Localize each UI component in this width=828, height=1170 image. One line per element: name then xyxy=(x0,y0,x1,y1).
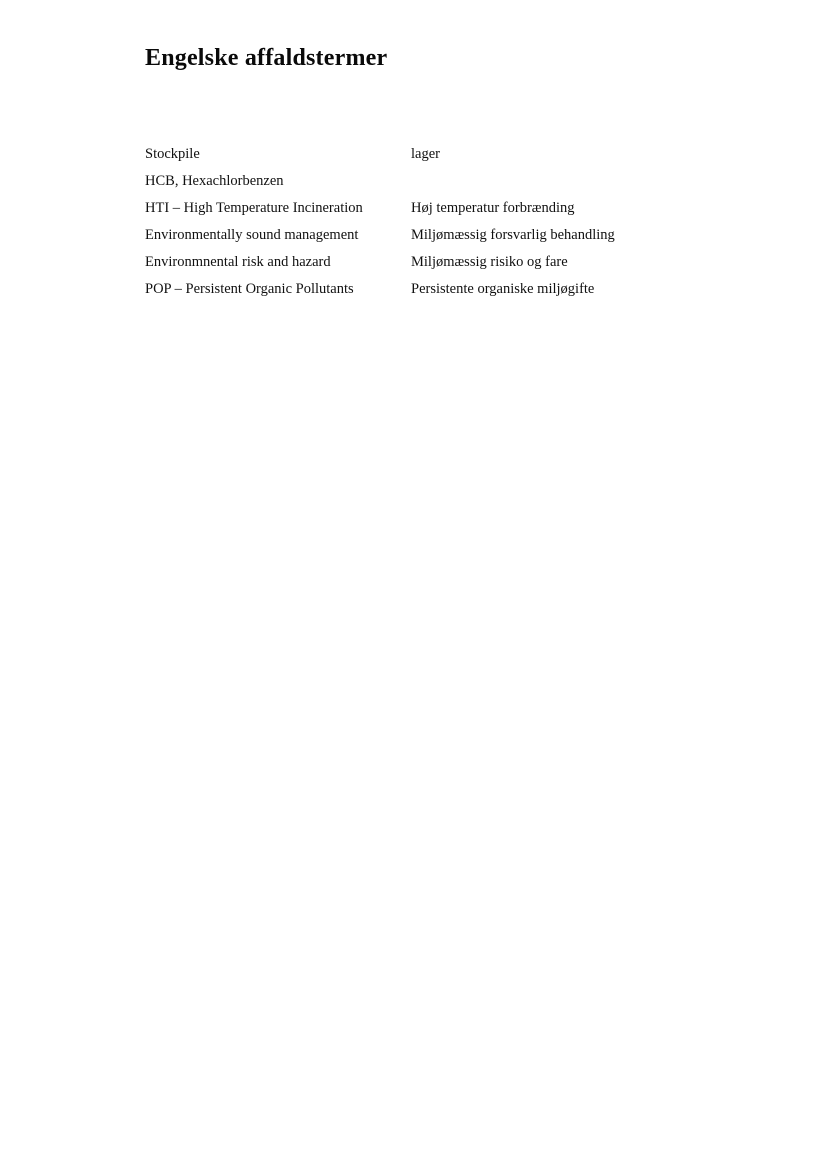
page-title: Engelske affaldstermer xyxy=(145,45,388,71)
term-english: Stockpile xyxy=(145,146,200,162)
term-row xyxy=(145,169,705,196)
term-danish: Høj temperatur forbrænding xyxy=(411,200,575,216)
term-row xyxy=(145,223,705,250)
term-english: HCB, Hexachlorbenzen xyxy=(145,173,284,189)
term-english: HTI – High Temperature Incineration xyxy=(145,200,363,216)
term-english: Environmnental risk and hazard xyxy=(145,254,331,270)
terms-list xyxy=(145,142,705,304)
term-danish: Miljømæssig forsvarlig behandling xyxy=(411,227,615,243)
term-english: Environmentally sound management xyxy=(145,227,359,243)
term-english: POP – Persistent Organic Pollutants xyxy=(145,281,354,297)
term-danish: Persistente organiske miljøgifte xyxy=(411,281,595,297)
term-row xyxy=(145,142,705,169)
term-danish: lager xyxy=(411,146,440,162)
term-danish: Miljømæssig risiko og fare xyxy=(411,254,568,270)
term-row xyxy=(145,250,705,277)
term-row xyxy=(145,196,705,223)
term-row xyxy=(145,277,705,304)
